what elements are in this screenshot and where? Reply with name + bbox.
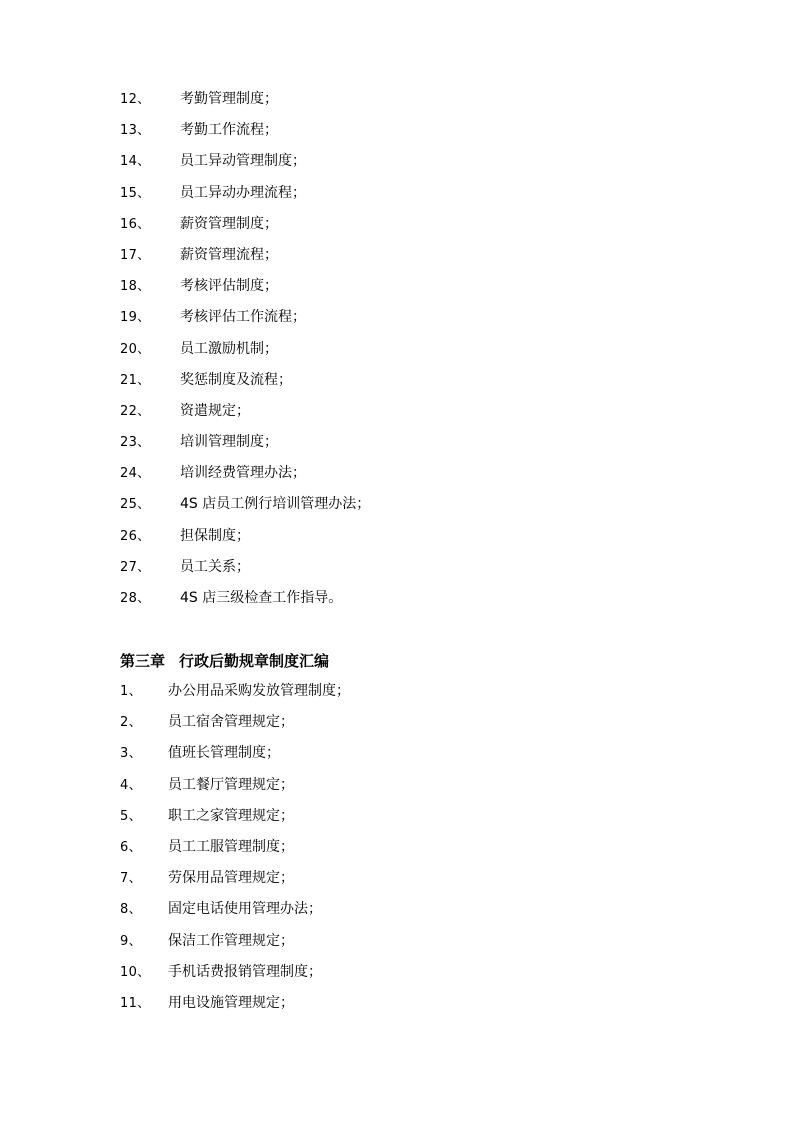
item-number: 12、 [120, 92, 151, 107]
item-number: 19、 [120, 310, 151, 326]
list-item [0, 738, 794, 769]
item-text: 资遣规定； [180, 402, 250, 419]
list-item [0, 583, 794, 614]
item-number: 18、 [120, 279, 151, 295]
item-text: 员工宿舍管理规定； [168, 714, 294, 731]
item-number: 3、 [120, 746, 142, 762]
list-item [0, 801, 794, 832]
admin-regulations-list [0, 676, 794, 1019]
item-number: 27、 [120, 559, 151, 575]
list-item [0, 926, 794, 957]
item-number: 1、 [120, 684, 142, 699]
item-number: 11、 [120, 995, 151, 1011]
item-text: 用电设施管理规定； [168, 994, 294, 1011]
list-item [0, 676, 794, 707]
item-text: 员工激励机制； [180, 340, 278, 357]
list-item [0, 146, 794, 177]
item-number: 28、 [120, 591, 151, 606]
list-item [0, 365, 794, 396]
item-number: 9、 [120, 933, 142, 949]
list-item [0, 521, 794, 552]
list-item [0, 707, 794, 738]
item-number: 21、 [120, 372, 151, 388]
item-text: 考勤工作流程； [180, 122, 278, 139]
list-item [0, 178, 794, 209]
item-text: 办公用品采购发放管理制度； [168, 683, 350, 699]
item-number: 4、 [120, 777, 142, 793]
list-item [0, 427, 794, 458]
item-text: 4S 店员工例行培训管理办法； [180, 496, 371, 513]
item-text: 手机话费报销管理制度； [168, 963, 322, 980]
list-item [0, 271, 794, 302]
item-text: 考勤管理制度； [180, 91, 278, 107]
chapter-title: 行政后勤规章制度汇编 [179, 652, 330, 670]
item-text: 固定电话使用管理办法； [168, 901, 322, 918]
chapter-label: 第三章 [120, 652, 166, 670]
chapter-heading [120, 646, 329, 676]
item-number: 6、 [120, 839, 142, 855]
list-item [0, 115, 794, 146]
item-text: 担保制度； [180, 527, 250, 544]
item-number: 8、 [120, 902, 142, 918]
item-text: 培训管理制度； [180, 434, 278, 451]
item-number: 5、 [120, 808, 142, 824]
list-item [0, 552, 794, 583]
list-item [0, 863, 794, 894]
item-number: 24、 [120, 466, 151, 482]
item-text: 员工餐厅管理规定； [168, 776, 294, 793]
list-item [0, 770, 794, 801]
item-number: 2、 [120, 715, 142, 731]
list-item [0, 489, 794, 520]
hr-regulations-list [0, 84, 794, 614]
list-item [0, 957, 794, 988]
item-number: 20、 [120, 341, 151, 357]
list-item [0, 894, 794, 925]
item-number: 10、 [120, 964, 151, 980]
list-item [0, 209, 794, 240]
list-item [0, 84, 794, 115]
item-text: 考核评估工作流程； [180, 309, 306, 326]
item-number: 7、 [120, 871, 142, 887]
list-item [0, 240, 794, 271]
item-text: 员工异动办理流程； [180, 184, 306, 201]
item-number: 15、 [120, 185, 151, 201]
item-number: 23、 [120, 435, 151, 451]
item-number: 26、 [120, 528, 151, 544]
item-text: 培训经费管理办法； [180, 465, 306, 482]
list-item [0, 302, 794, 333]
item-text: 员工异动管理制度； [180, 153, 306, 170]
item-text: 员工关系； [180, 558, 250, 575]
item-number: 25、 [120, 497, 151, 513]
item-text: 劳保用品管理规定； [168, 870, 294, 887]
item-text: 员工工服管理制度； [168, 838, 294, 855]
item-text: 薪资管理流程； [180, 246, 278, 263]
item-text: 薪资管理制度； [180, 215, 278, 232]
item-number: 22、 [120, 403, 151, 419]
item-text: 值班长管理制度； [168, 745, 280, 762]
list-item [0, 458, 794, 489]
list-item [0, 832, 794, 863]
item-text: 考核评估制度； [180, 278, 278, 295]
item-number: 13、 [120, 123, 151, 139]
item-text: 保洁工作管理规定； [168, 932, 294, 949]
list-item [0, 396, 794, 427]
item-text: 4S 店三级检查工作指导。 [180, 590, 343, 606]
item-number: 17、 [120, 247, 151, 263]
item-text: 奖惩制度及流程； [180, 371, 292, 388]
item-text: 职工之家管理规定； [168, 807, 294, 824]
list-item [0, 988, 794, 1019]
item-number: 16、 [120, 216, 151, 232]
list-item [0, 334, 794, 365]
item-number: 14、 [120, 154, 151, 170]
